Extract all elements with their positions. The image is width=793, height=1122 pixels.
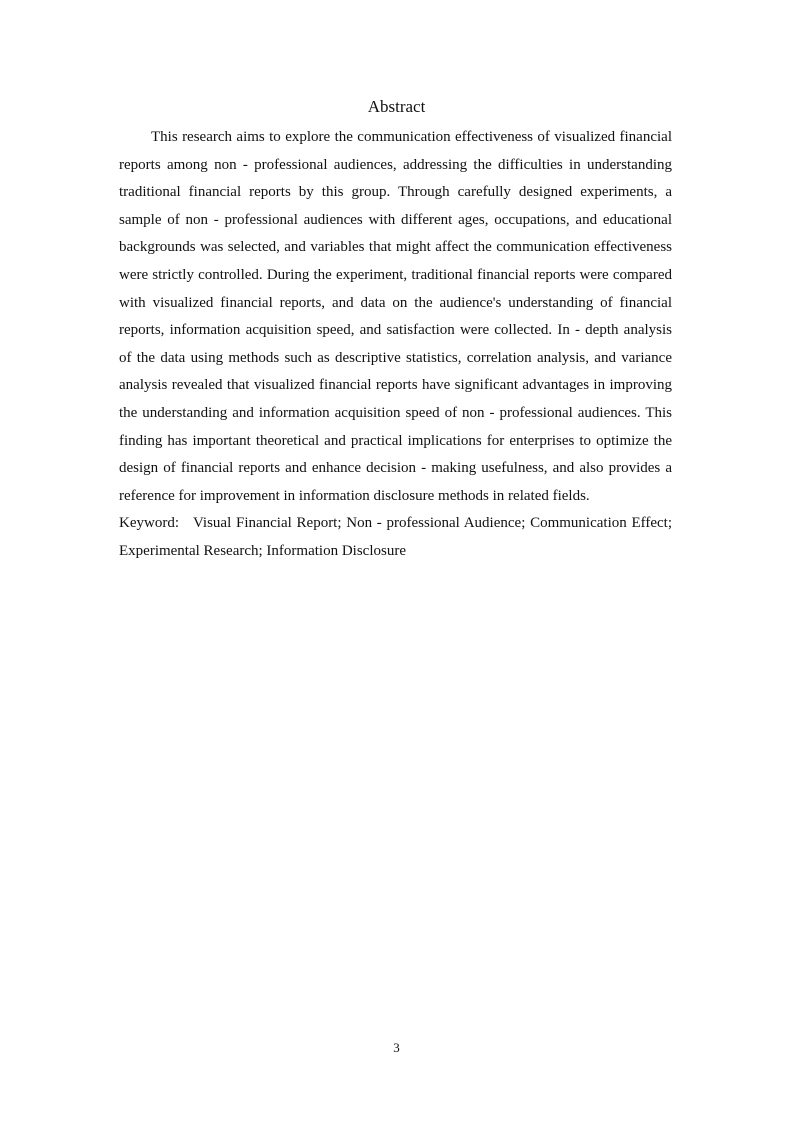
keywords-paragraph	[119, 510, 672, 565]
abstract-title: Abstract	[367, 97, 426, 116]
abstract-body	[119, 124, 672, 566]
page-number: 3	[393, 1040, 400, 1055]
abstract-paragraph: This research aims to explore the communication effectiveness of visualized financial reports among non - professional audiences, addressing the difficulties in understanding traditional financial reports by this group. Through carefully designed experiments, a sample of non - professional audiences with different ages, occupations, and educational backgrounds was selected, and variables that might affect the communication effectiveness were strictly controlled. During the experiment, traditional financial reports were compared with visualized financial reports, and data on the audience's understanding of financial reports, information acquisition speed, and satisfaction were collected. In - depth analysis of the data using methods such as descriptive statistics, correlation analysis, and variance analysis revealed that visualized financial reports have significant advantages in improving the understanding and information acquisition speed of non - professional audiences. This finding has important theoretical and practical implications for enterprises to optimize the design of financial reports and enhance decision - making usefulness, and also provides a reference for improvement in information disclosure methods in related fields.	[119, 129, 672, 504]
keywords-label: Keyword:	[119, 515, 179, 532]
keywords-list: Visual Financial Report; Non - professional Audience; Communication Effect; Experimental Research; Information Disclosure	[119, 515, 672, 559]
